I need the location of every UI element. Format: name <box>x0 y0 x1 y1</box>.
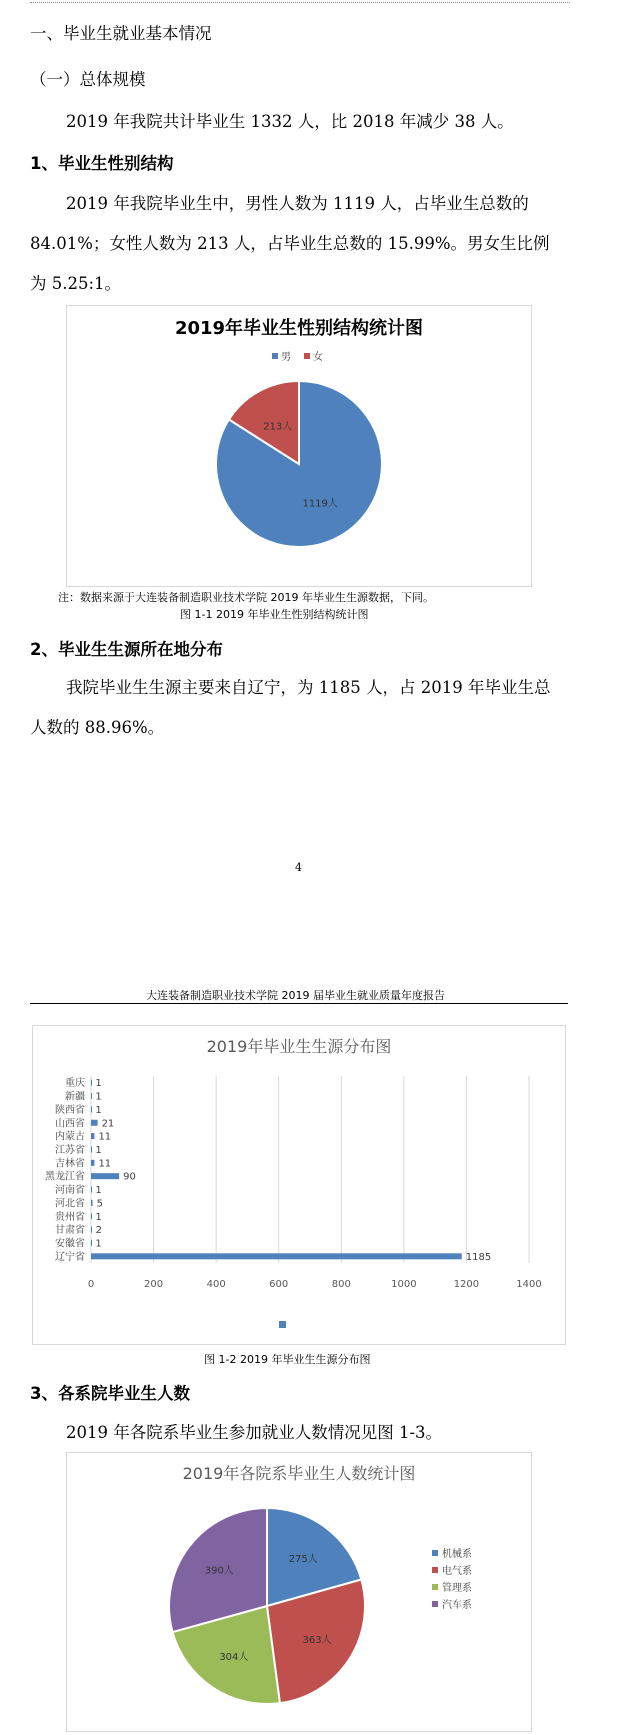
legend-swatch <box>304 353 310 359</box>
bar-安徽省 <box>91 1240 92 1246</box>
paragraph-line: 人数的 88.96%。 <box>30 718 165 737</box>
data-label: 90 <box>123 1171 136 1183</box>
bar-甘肃省 <box>91 1227 92 1233</box>
legend-swatch <box>432 1550 438 1556</box>
x-tick-label: 1000 <box>391 1279 417 1290</box>
x-tick-label: 600 <box>269 1279 289 1290</box>
category-label: 新疆 <box>65 1091 85 1103</box>
chart-legend <box>432 1547 472 1611</box>
category-label: 重庆 <box>65 1078 85 1090</box>
gender-heading: 1、毕业生性别结构 <box>30 154 174 173</box>
data-label: 1185 <box>465 1251 492 1263</box>
chart-title: 2019年毕业生生源分布图 <box>206 1037 392 1056</box>
bar-新疆 <box>91 1093 92 1099</box>
data-labels <box>95 1078 491 1263</box>
header-rule <box>30 1003 568 1004</box>
paragraph-line: 2019 年我院毕业生中，男性人数为 1119 人，占毕业生总数的 <box>66 194 529 213</box>
dept-chart-frame <box>66 1452 532 1732</box>
origin-bar-chart <box>33 1026 565 1344</box>
x-tick-labels <box>88 1279 542 1290</box>
paragraph-gender <box>30 184 570 304</box>
category-label: 甘肃省 <box>55 1225 85 1237</box>
legend-label: 女 <box>313 352 323 363</box>
data-label: 1 <box>95 1211 102 1223</box>
page-number: 4 <box>295 861 302 874</box>
chart-note: 注：数据来源于大连装备制造职业技术学院 2019 年毕业生生源数据，下同。 <box>58 591 434 604</box>
data-label: 1119人 <box>302 498 338 510</box>
pie-slices <box>216 381 382 547</box>
category-label: 吉林省 <box>55 1158 85 1170</box>
paragraph-origin <box>30 668 570 748</box>
data-label: 390人 <box>204 1565 234 1577</box>
bar-贵州省 <box>91 1213 92 1219</box>
x-tick-label: 0 <box>87 1279 95 1290</box>
section-heading: 一、毕业生就业基本情况 <box>30 24 212 43</box>
category-label: 陕西省 <box>55 1104 85 1116</box>
legend-marker <box>279 1321 286 1328</box>
x-tick-label: 400 <box>206 1279 226 1290</box>
data-label: 304人 <box>219 1652 249 1664</box>
bar-陕西省 <box>91 1106 92 1112</box>
origin-chart-frame <box>32 1025 566 1345</box>
data-label: 2 <box>95 1225 103 1237</box>
legend-swatch <box>432 1601 438 1607</box>
gender-chart-frame <box>66 305 532 587</box>
paragraph-dept: 2019 年各院系毕业生参加就业人数情况见图 1-3。 <box>66 1423 443 1442</box>
bar-重庆 <box>91 1080 92 1086</box>
paragraph-total: 2019 年我院共计毕业生 1332 人，比 2018 年减少 38 人。 <box>66 112 514 131</box>
bar-吉林省 <box>91 1160 94 1166</box>
data-label: 1 <box>95 1078 102 1090</box>
category-label: 黑龙江省 <box>45 1171 85 1183</box>
data-label: 363人 <box>302 1635 332 1647</box>
paragraph-line: 为 5.25:1。 <box>30 274 122 293</box>
bar-山西省 <box>91 1120 98 1126</box>
chart-legend <box>272 350 323 363</box>
running-header: 大连装备制造职业技术学院 2019 届毕业生就业质量年度报告 <box>146 989 445 1002</box>
chart-title: 2019年各院系毕业生人数统计图 <box>182 1464 416 1483</box>
bar-江苏省 <box>91 1146 92 1152</box>
bar-黑龙江省 <box>91 1173 119 1179</box>
x-tick-label: 800 <box>331 1279 351 1290</box>
category-label: 山西省 <box>55 1118 85 1130</box>
bar-河北省 <box>91 1200 93 1206</box>
x-tick-label: 1200 <box>453 1279 480 1290</box>
bars <box>91 1080 462 1260</box>
legend-swatch <box>272 353 278 359</box>
data-label: 5 <box>96 1198 103 1210</box>
origin-heading: 2、毕业生生源所在地分布 <box>30 640 223 659</box>
x-tick-label: 1400 <box>516 1279 542 1290</box>
dept-pie-chart <box>67 1453 531 1731</box>
bar-内蒙古 <box>91 1133 94 1139</box>
figure-caption: 图 1-2 2019 年毕业生生源分布图 <box>204 1353 371 1366</box>
category-label: 内蒙古 <box>55 1131 85 1143</box>
x-tick-label: 200 <box>144 1279 164 1290</box>
data-label: 11 <box>98 1131 112 1143</box>
data-label: 213人 <box>263 421 293 433</box>
data-label: 275人 <box>288 1554 318 1566</box>
category-label: 安徽省 <box>55 1238 85 1250</box>
pie-slices <box>169 1508 365 1704</box>
data-label: 1 <box>95 1091 102 1103</box>
category-labels <box>45 1076 85 1263</box>
category-label: 辽宁省 <box>55 1251 85 1263</box>
paragraph-line: 84.01%；女性人数为 213 人，占毕业生总数的 15.99%。男女生比例 <box>30 234 550 253</box>
subsection-heading: （一）总体规模 <box>30 70 146 89</box>
data-label: 1 <box>95 1104 102 1116</box>
gender-pie-chart <box>67 306 531 586</box>
category-label: 贵州省 <box>55 1211 85 1223</box>
chart-title: 2019年毕业生性别结构统计图 <box>174 318 424 339</box>
dept-heading: 3、各系院毕业生人数 <box>30 1384 190 1403</box>
category-label: 江苏省 <box>55 1144 85 1156</box>
data-label: 11 <box>98 1158 112 1170</box>
paragraph-line: 我院毕业生生源主要来自辽宁，为 1185 人，占 2019 年毕业生总 <box>66 678 551 697</box>
legend-swatch <box>432 1567 438 1573</box>
category-label: 河南省 <box>55 1185 85 1197</box>
data-label: 21 <box>101 1118 115 1130</box>
figure-caption: 图 1-1 2019 年毕业生性别结构统计图 <box>180 608 369 621</box>
legend-label: 管理系 <box>442 1583 472 1594</box>
legend-label: 电气系 <box>442 1566 472 1577</box>
gridlines <box>91 1076 529 1263</box>
data-label: 1 <box>95 1185 102 1197</box>
legend-label: 男 <box>281 352 291 363</box>
top-dotted-rule <box>30 2 570 3</box>
data-label: 1 <box>95 1238 102 1250</box>
bar-河南省 <box>91 1187 92 1193</box>
data-label: 1 <box>95 1144 102 1156</box>
legend-label: 机械系 <box>442 1549 472 1560</box>
legend-swatch <box>432 1584 438 1590</box>
bar-辽宁省 <box>91 1253 462 1259</box>
category-label: 河北省 <box>55 1198 85 1210</box>
legend-label: 汽车系 <box>442 1600 472 1611</box>
